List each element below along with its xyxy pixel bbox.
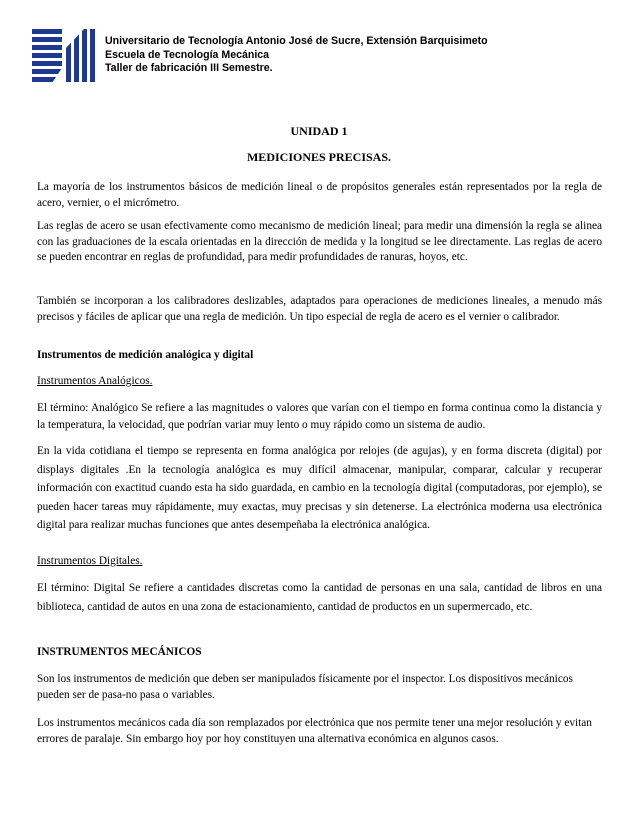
heading-mechanical-instruments: INSTRUMENTOS MECÁNICOS xyxy=(37,646,202,658)
unit-heading: UNIDAD 1 xyxy=(290,124,348,138)
paragraph-steel-rules: Las reglas de acero se usan efectivamente como mecanismo de medición lineal; para medir una dimensión la regla se alinea con las graduaciones de la escala orientadas en la dirección de medida y la longitud se lee directamente. Las reglas de acero se pueden encontrar en reglas de profundidad, para medir profundidades de ranuras, hoyos, etc. xyxy=(37,220,602,263)
document-title: MEDICIONES PRECISAS. xyxy=(246,150,392,164)
university-logo-icon xyxy=(30,26,100,88)
paragraph-analog-definition: El término: Analógico Se refiere a las magnitudes o valores que varían con el tiempo en forma continua como la distancia y la temperatura, la velocidad, que podrían variar muy lento o muy rápido como un sistema de audio. xyxy=(37,402,602,431)
paragraph-calipers: También se incorporan a los calibradores deslizables, adaptados para operaciones de mediciones lineales, a menudo más precisos y fáciles de aplicar que una regla de medición. Un tipo especial de regla de acero es el vernier o calibrador. xyxy=(37,295,602,323)
header-line-school: Escuela de Tecnología Mecánica xyxy=(105,48,270,61)
heading-analog-instruments: Instrumentos Analógicos. xyxy=(37,375,153,387)
paragraph-digital-definition: El término: Digital Se refiere a cantidades discretas como la cantidad de personas en una sala, cantidad de libros en una biblioteca, cantidad de autos en una zona de estacionamiento, cantidad de productos en un supermercado, etc. xyxy=(37,582,602,613)
institution-header xyxy=(105,35,575,76)
heading-analog-digital: Instrumentos de medición analógica y digital xyxy=(37,349,254,361)
paragraph-everyday-time: En la vida cotidiana el tiempo se representa en forma analógica por relojes (de agujas), y en forma discreta (digital) por displays digitales .En la tecnología analógica es muy difícil almacenar, manipular, comparar, calcular y recuperar información con exactitud cuando esta ha sido guardada, en cambio en la tecnología digital (computadoras, por ejemplo), se pueden hacer tareas muy rápidamente, muy exactas, muy precisas y sin detenerse. La electrónica moderna usa electrónica digital para realizar muchas funciones que antes desempeñaba la electrónica analógica. xyxy=(37,445,602,532)
header-line-university: Universitario de Tecnología Antonio José de Sucre, Extensión Barquisimeto xyxy=(105,35,488,47)
paragraph-intro: La mayoría de los instrumentos básicos de medición lineal o de propósitos generales están representados por la regla de acero, vernier, o el micrómetro. xyxy=(37,181,602,209)
paragraph-mechanical-definition: Son los instrumentos de medición que deben ser manipulados físicamente por el inspector. Los dispositivos mecánicos pueden ser de pasa-no pasa o variables. xyxy=(37,673,573,701)
header-line-course: Taller de fabricación III Semestre. xyxy=(105,62,273,74)
heading-digital-instruments: Instrumentos Digitales. xyxy=(37,555,143,567)
paragraph-mechanical-replacement: Los instrumentos mecánicos cada día son remplazados por electrónica que nos permite tener una mejor resolución y evitan errores de paralaje. Sin embargo hoy por hoy constituyen una alternativa económica en algunos casos. xyxy=(37,717,592,745)
